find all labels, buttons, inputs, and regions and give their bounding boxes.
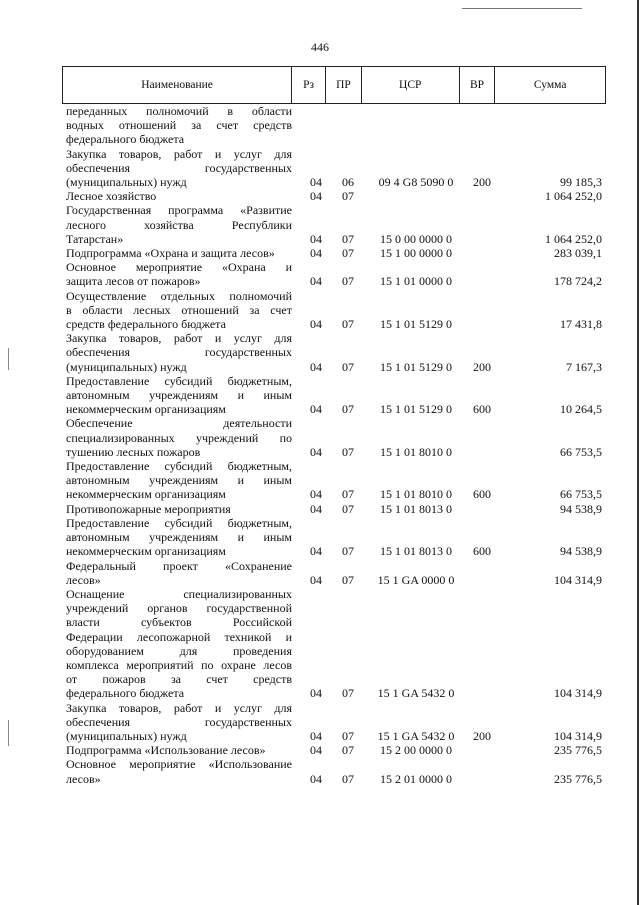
row-csr: 15 1 GA 5432 0 xyxy=(377,728,455,743)
row-rz: 04 xyxy=(310,728,322,743)
row-name xyxy=(66,516,292,559)
row-name-line: (муниципальных) нужд xyxy=(66,359,187,374)
row-sum: 94 538,9 xyxy=(560,544,602,559)
table-row xyxy=(66,331,606,374)
row-sum: 7 167,3 xyxy=(566,359,602,374)
row-name xyxy=(66,260,292,288)
row-pr: 07 xyxy=(342,359,354,374)
row-pr: 07 xyxy=(342,771,354,786)
row-csr: 09 4 G8 5090 0 xyxy=(378,175,454,190)
row-name-line: специализированных учреждений по xyxy=(66,430,292,445)
page-edge-line xyxy=(637,0,639,905)
row-pr: 07 xyxy=(342,317,354,332)
row-rz: 04 xyxy=(310,686,322,701)
row-csr: 15 1 01 8010 0 xyxy=(380,444,452,459)
row-name-line: власти субъектов Российской xyxy=(66,615,292,630)
header-sum: Сумма xyxy=(533,79,567,91)
row-vr: 600 xyxy=(473,544,491,559)
row-name-line: комплекса мероприятий по охране лесов xyxy=(66,657,292,672)
row-name-line: Федерации лесопожарной техникой и xyxy=(66,629,292,644)
row-name xyxy=(66,459,292,502)
table-row xyxy=(66,559,606,587)
row-csr: 15 1 01 8010 0 xyxy=(380,487,452,502)
row-name-line: тушению лесных пожаров xyxy=(66,444,201,459)
row-csr: 15 1 01 0000 0 xyxy=(380,274,452,289)
row-name xyxy=(66,246,292,260)
row-pr: 07 xyxy=(342,274,354,289)
row-csr: 15 1 01 5129 0 xyxy=(380,402,452,417)
header-vr: ВР xyxy=(460,67,496,103)
row-pr: 07 xyxy=(342,501,354,516)
table-row xyxy=(66,260,606,288)
page-number: 446 xyxy=(311,40,329,54)
row-vr: 600 xyxy=(473,402,491,417)
row-pr: 07 xyxy=(342,444,354,459)
row-name-line: обеспечения государственных xyxy=(66,160,292,175)
row-sum: 66 753,5 xyxy=(560,487,602,502)
row-name-line: обеспечения государственных xyxy=(66,345,292,360)
row-vr: 600 xyxy=(473,487,491,502)
table-row xyxy=(66,743,606,757)
row-sum: 104 314,9 xyxy=(554,728,602,743)
row-rz: 04 xyxy=(310,544,322,559)
row-name-line: переданных полномочий в области xyxy=(66,104,292,118)
row-name xyxy=(66,416,292,459)
row-name-line: некоммерческим организациям xyxy=(66,487,226,502)
row-pr: 07 xyxy=(342,572,354,587)
row-pr: 06 xyxy=(342,175,354,190)
row-name-line: Государственная программа «Развитие xyxy=(66,203,292,218)
header-name: Наименование xyxy=(63,67,292,103)
row-name-line: Татарстан» xyxy=(66,231,124,246)
row-sum: 178 724,2 xyxy=(554,274,602,289)
row-csr: 15 0 00 0000 0 xyxy=(380,231,452,246)
row-name-line: Основное мероприятие «Использование xyxy=(66,757,292,772)
row-sum: 104 314,9 xyxy=(554,572,602,587)
row-name xyxy=(66,743,292,757)
row-rz: 04 xyxy=(310,246,322,261)
row-name-line: Федеральный проект «Сохранение xyxy=(66,558,292,573)
row-csr: 15 1 01 8013 0 xyxy=(380,501,452,516)
table-row xyxy=(66,459,606,502)
row-name-line: Подпрограмма «Использование лесов» xyxy=(66,743,266,758)
row-name-line: Предоставление субсидий бюджетным, xyxy=(66,459,292,474)
row-rz: 04 xyxy=(310,444,322,459)
row-name xyxy=(66,189,292,203)
row-name-line: средств федерального бюджета xyxy=(66,317,226,332)
row-csr: 15 1 00 0000 0 xyxy=(380,246,452,261)
table-row xyxy=(66,701,606,744)
row-csr: 15 2 01 0000 0 xyxy=(380,771,452,786)
row-name-line: федерального бюджета xyxy=(66,686,185,701)
table-header xyxy=(62,66,606,104)
row-name-line: Осуществление отдельных полномочий xyxy=(66,288,292,303)
row-rz: 04 xyxy=(310,771,322,786)
row-sum: 283 039,1 xyxy=(554,246,602,261)
row-csr: 15 2 00 0000 0 xyxy=(380,743,452,758)
row-name-line: лесного хозяйства Республики xyxy=(66,217,292,232)
table-row xyxy=(66,147,606,190)
row-rz: 04 xyxy=(310,317,322,332)
table-row xyxy=(66,374,606,417)
row-name-line: обеспечения государственных xyxy=(66,714,292,729)
row-rz: 04 xyxy=(310,501,322,516)
row-pr: 07 xyxy=(342,743,354,758)
row-name xyxy=(66,374,292,417)
row-name xyxy=(66,559,292,587)
row-name-line: Закупка товаров, работ и услуг для xyxy=(66,331,292,346)
row-name-line: федерального бюджета xyxy=(66,132,185,147)
row-name-line: Обеспечение деятельности xyxy=(66,416,292,431)
row-name-line: водных отношений за счет средств xyxy=(66,118,292,133)
header-csr: ЦСР xyxy=(362,67,460,103)
row-name-line: лесов» xyxy=(66,771,101,786)
row-name-line: Подпрограмма «Охрана и защита лесов» xyxy=(66,246,275,261)
row-name-line: Закупка товаров, работ и услуг для xyxy=(66,146,292,161)
row-rz: 04 xyxy=(310,274,322,289)
row-name-line: в области лесных отношений за счет xyxy=(66,302,292,317)
row-name-line: Закупка товаров, работ и услуг для xyxy=(66,700,292,715)
table-row xyxy=(66,289,606,332)
row-name-line: оборудованием для проведения xyxy=(66,643,292,658)
row-rz: 04 xyxy=(310,175,322,190)
row-name-line: Оснащение специализированных xyxy=(66,586,292,601)
row-name-line: Основное мероприятие «Охрана и xyxy=(66,260,292,275)
row-sum: 17 431,8 xyxy=(560,317,602,332)
row-sum: 235 776,5 xyxy=(554,743,602,758)
row-sum: 10 264,5 xyxy=(560,402,602,417)
row-rz: 04 xyxy=(310,487,322,502)
row-sum: 104 314,9 xyxy=(554,686,602,701)
row-csr: 15 1 GA 0000 0 xyxy=(377,572,455,587)
row-name xyxy=(66,147,292,190)
row-pr: 07 xyxy=(342,402,354,417)
row-name-line: некоммерческим организациям xyxy=(66,544,226,559)
header-rz: Рз xyxy=(292,67,326,103)
header-pr: ПР xyxy=(326,67,362,103)
row-name xyxy=(66,104,292,147)
table-row xyxy=(66,189,606,203)
table-row xyxy=(66,757,606,785)
row-name-line: от пожаров за счет средств xyxy=(66,672,292,687)
table-row xyxy=(66,246,606,260)
table-row xyxy=(66,587,606,701)
row-sum: 235 776,5 xyxy=(554,771,602,786)
row-name-line: автономным учреждениям и иным xyxy=(66,388,292,403)
row-vr: 200 xyxy=(473,728,491,743)
table-row xyxy=(66,416,606,459)
row-name xyxy=(66,587,292,701)
row-pr: 07 xyxy=(342,544,354,559)
row-name xyxy=(66,289,292,332)
row-sum: 1 064 252,0 xyxy=(545,189,602,204)
row-rz: 04 xyxy=(310,743,322,758)
row-sum: 99 185,3 xyxy=(560,175,602,190)
row-rz: 04 xyxy=(310,231,322,246)
row-name-line: лесов» xyxy=(66,572,101,587)
row-pr: 07 xyxy=(342,231,354,246)
row-name xyxy=(66,502,292,516)
row-name-line: защита лесов от пожаров» xyxy=(66,274,201,289)
row-name xyxy=(66,757,292,785)
row-name-line: (муниципальных) нужд xyxy=(66,175,187,190)
row-pr: 07 xyxy=(342,189,354,204)
row-csr: 15 1 01 5129 0 xyxy=(380,359,452,374)
row-csr: 15 1 01 5129 0 xyxy=(380,317,452,332)
row-name-line: Предоставление субсидий бюджетным, xyxy=(66,373,292,388)
row-csr: 15 1 01 8013 0 xyxy=(380,544,452,559)
margin-mark xyxy=(8,348,9,370)
row-name-line: Предоставление субсидий бюджетным, xyxy=(66,515,292,530)
row-pr: 07 xyxy=(342,686,354,701)
row-name-line: Противопожарные мероприятия xyxy=(66,501,231,516)
table-row xyxy=(66,516,606,559)
row-name xyxy=(66,701,292,744)
table-row xyxy=(66,502,606,516)
row-name xyxy=(66,331,292,374)
table-row xyxy=(66,104,606,147)
row-vr: 200 xyxy=(473,359,491,374)
top-scan-line xyxy=(462,8,582,9)
row-csr: 15 1 GA 5432 0 xyxy=(377,686,455,701)
row-name-line: (муниципальных) нужд xyxy=(66,728,187,743)
row-sum: 94 538,9 xyxy=(560,501,602,516)
row-sum: 1 064 252,0 xyxy=(545,231,602,246)
row-name-line: автономным учреждениям и иным xyxy=(66,530,292,545)
row-rz: 04 xyxy=(310,402,322,417)
row-name-line: учреждений органов государственной xyxy=(66,601,292,616)
table-row xyxy=(66,203,606,246)
row-rz: 04 xyxy=(310,359,322,374)
margin-mark xyxy=(8,720,9,746)
row-rz: 04 xyxy=(310,189,322,204)
row-name-line: некоммерческим организациям xyxy=(66,402,226,417)
row-pr: 07 xyxy=(342,728,354,743)
row-vr: 200 xyxy=(473,175,491,190)
row-pr: 07 xyxy=(342,487,354,502)
row-name-line: автономным учреждениям и иным xyxy=(66,473,292,488)
table-body xyxy=(66,104,606,786)
row-sum: 66 753,5 xyxy=(560,444,602,459)
row-name-line: Лесное хозяйство xyxy=(66,189,157,204)
row-rz: 04 xyxy=(310,572,322,587)
row-pr: 07 xyxy=(342,246,354,261)
row-name xyxy=(66,203,292,246)
